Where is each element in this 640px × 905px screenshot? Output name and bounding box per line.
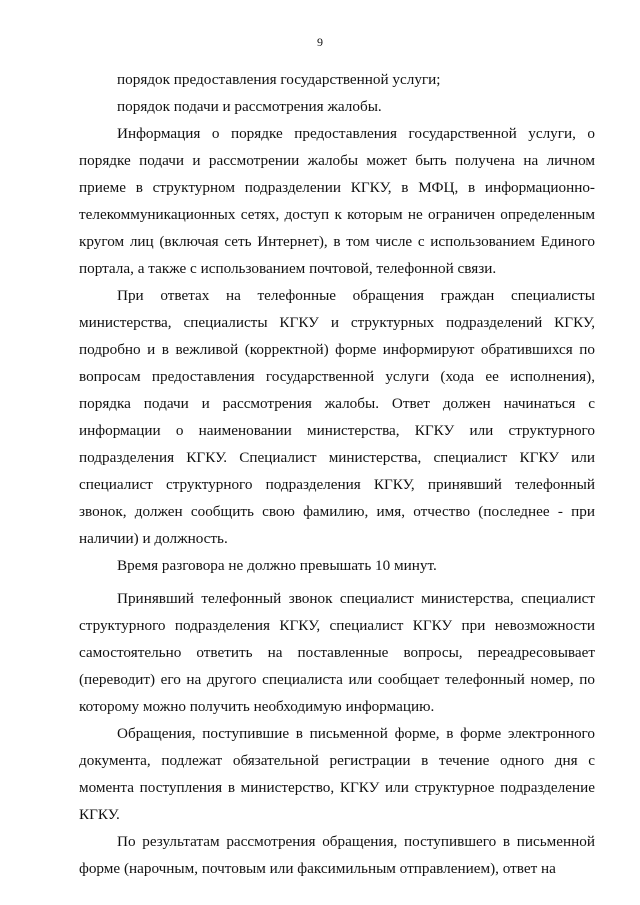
document-body <box>79 66 595 882</box>
list-item-complaint-procedure: порядок подачи и рассмотрения жалобы. <box>117 98 382 115</box>
paragraph-information-sources: Информация о порядке предоставления государственной услуги, о порядке подачи и рассмотрении жалобы может быть получена на личном приеме в структурном подразделении КГКУ, в МФЦ, в информационно-телекоммуникационных сетях, доступ к которым не ограничен определенным кругом лиц (включая сеть Интернет), в том числе с использованием Единого портала, а также с использованием почтовой, телефонной связи. <box>79 125 595 277</box>
paragraph-written-appeals: Обращения, поступившие в письменной форме, в форме электронного документа, подлежат обязательной регистрации в течение одного дня с момента поступления в министерство, КГКУ или структурное подразделение КГКУ. <box>79 725 595 823</box>
list-item-complaint-procedure-info: порядок предоставления государственной услуги; <box>117 71 441 88</box>
paragraph-call-redirect: Принявший телефонный звонок специалист министерства, специалист структурного подразделения КГКУ, специалист КГКУ при невозможности самостоятельно ответить на поставленные вопросы, переадресовывает (переводит) его на другого специалиста или сообщает телефонный номер, по которому можно получить необходимую информацию. <box>79 590 595 715</box>
paragraph-written-response: По результатам рассмотрения обращения, поступившего в письменной форме (нарочным, почтовым или факсимильным отправлением), ответ на <box>79 833 595 877</box>
page-number: 9 <box>317 35 323 49</box>
paragraph-phone-answers: При ответах на телефонные обращения граждан специалисты министерства, специалисты КГКУ и структурных подразделений КГКУ, подробно и в вежливой (корректной) форме информируют обратившихся по вопросам предоставления государственной услуги (хода ее исполнения), порядка подачи и рассмотрения жалобы. Ответ должен начинаться с информации о наименовании министерства, КГКУ или структурного подразделения КГКУ. Специалист министерства, специалист КГКУ или специалист структурного подразделения КГКУ, принявший телефонный звонок, должен сообщить свою фамилию, имя, отчество (последнее - при наличии) и должность. <box>79 287 595 547</box>
paragraph-call-duration: Время разговора не должно превышать 10 минут. <box>117 557 437 574</box>
